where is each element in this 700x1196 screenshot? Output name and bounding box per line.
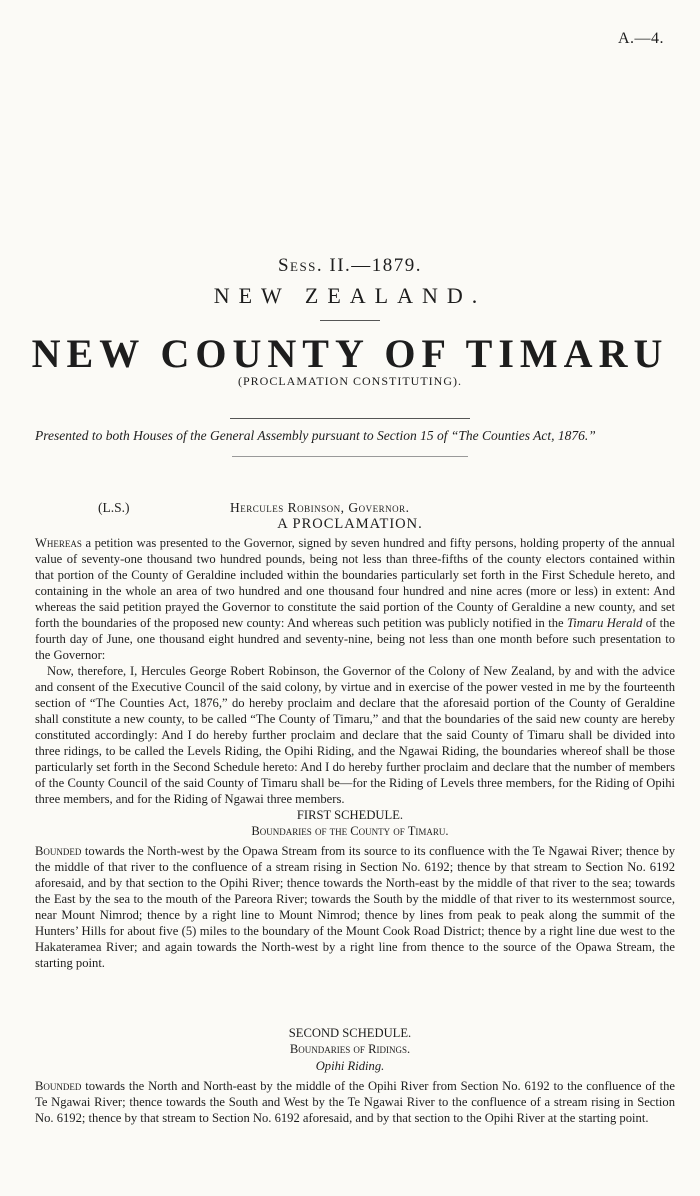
session-line: Sess. II.—1879.	[277, 255, 423, 276]
second-schedule-body	[35, 1078, 675, 1126]
first-schedule-subheading: Boundaries of the County of Timaru.	[251, 824, 449, 838]
whereas-paragraph	[35, 535, 675, 663]
second-schedule-paragraph	[35, 1078, 675, 1126]
governor-name: Hercules Robinson, Governor.	[230, 500, 410, 515]
whereas-text: a petition was presented to the Governor, signed by seven hundred and fifty persons, holding property of the annual value of seventy-one thousand two hundred pounds, being not less than three-fifths of the county electors contained within that portion of the County of Geraldine included within the boundaries particularly set forth in the First Schedule hereto, and containing in the whole an area of two hundred and one thousand four hundred and nine acres (more or less) in extent: And whereas the said petition prayed the Governor to constitute the said portion of the County of Geraldine a new county, and set forth the boundaries of the proposed new county: And whereas such petition was publicly notified in the	[35, 536, 675, 630]
first-schedule-body	[35, 843, 675, 971]
short-rule	[320, 320, 380, 321]
first-schedule-heading: FIRST SCHEDULE.	[296, 808, 404, 822]
proclamation-body	[35, 535, 675, 807]
whereas-lead: Whereas	[35, 536, 82, 550]
second-schedule-lead: Bounded	[35, 1079, 82, 1093]
divider-rule-lower	[232, 456, 468, 457]
newspaper-name: Timaru Herald	[566, 616, 643, 630]
second-schedule-heading: SECOND SCHEDULE.	[288, 1026, 412, 1040]
now-therefore-paragraph: Now, therefore, I, Hercules George Robert Robinson, the Governor of the Colony of New Zealand, by and with the advice and consent of the Executive Council of the said colony, by virtue and in exercise of the power vested in me by the fourteenth section of “The Counties Act, 1876,” do hereby proclaim and declare that the aforesaid portion of the County of Geraldine shall constitute a new county, to be called “The County of Timaru,” and that the boundaries of the said new county are hereby constituted accordingly: And I do hereby further proclaim and declare that the said County of Timaru shall be divided into three ridings, to be called the Levels Riding, the Opihi Riding, and the Ngawai Riding, the boundaries whereof shall be those particularly set forth in the Second Schedule hereto: And I do hereby further proclaim and declare that the number of members of the County Council of the said County of Timaru shall be—for the Riding of Levels three members, for the Riding of Opihi three members, and for the Riding of Ngawai three members.	[35, 664, 675, 806]
proclamation-heading: A PROCLAMATION.	[277, 516, 423, 532]
first-schedule-lead: Bounded	[35, 844, 82, 858]
divider-rule	[230, 418, 470, 419]
seal-mark: (L.S.)	[98, 500, 130, 515]
presented-note: Presented to both Houses of the General Assembly pursuant to Section 15 of “The Counties Act, 1876.”	[35, 428, 596, 443]
first-schedule-text: towards the North-west by the Opawa Stream from its source to its confluence with the Te Ngawai River; thence by the middle of that river to the confluence of a stream rising in Section No. 6192; thence by that stream to Section No. 6192 aforesaid, and by that section to the Opihi River; thence towards the North-east by the middle of that river to the sea; towards the East by the sea to the mouth of the Pareora River; towards the South by the middle of that river to its westernmost source, near Mount Nimrod; thence by a right line to Mount Nimrod; thence by lines from peak to peak along the summit of the Hunters’ Hills for about five (5) miles to the boundary of the Mount Cook Road District; thence by a right line due west to the Hakateramea River; and again towards the North-west by a right line from thence to the source of the Opawa Stream, the starting point.	[35, 844, 675, 970]
document-title: NEW COUNTY OF TIMARU	[31, 331, 669, 376]
second-schedule-subheading: Boundaries of Ridings.	[289, 1042, 411, 1056]
riding-heading: Opihi Riding.	[315, 1059, 385, 1073]
document-subtitle: (PROCLAMATION CONSTITUTING).	[238, 374, 462, 388]
whereas-end: of the fourth day of June, one thousand eight hundred and seventy-nine, being not less than one month before such presentation to the Governor:	[35, 616, 675, 662]
country-heading: NEW ZEALAND.	[213, 283, 487, 308]
paper-reference: A.—4.	[617, 30, 664, 47]
first-schedule-paragraph	[35, 843, 675, 971]
second-schedule-text: towards the North and North-east by the middle of the Opihi River from Section No. 6192 to the confluence of the Te Ngawai River; thence towards the South and West by the Te Ngawai River to the confluence of a stream rising in Section No. 6192; thence by that stream to Section No. 6192 aforesaid, and by that section to the Opihi River at the starting point.	[35, 1079, 675, 1125]
